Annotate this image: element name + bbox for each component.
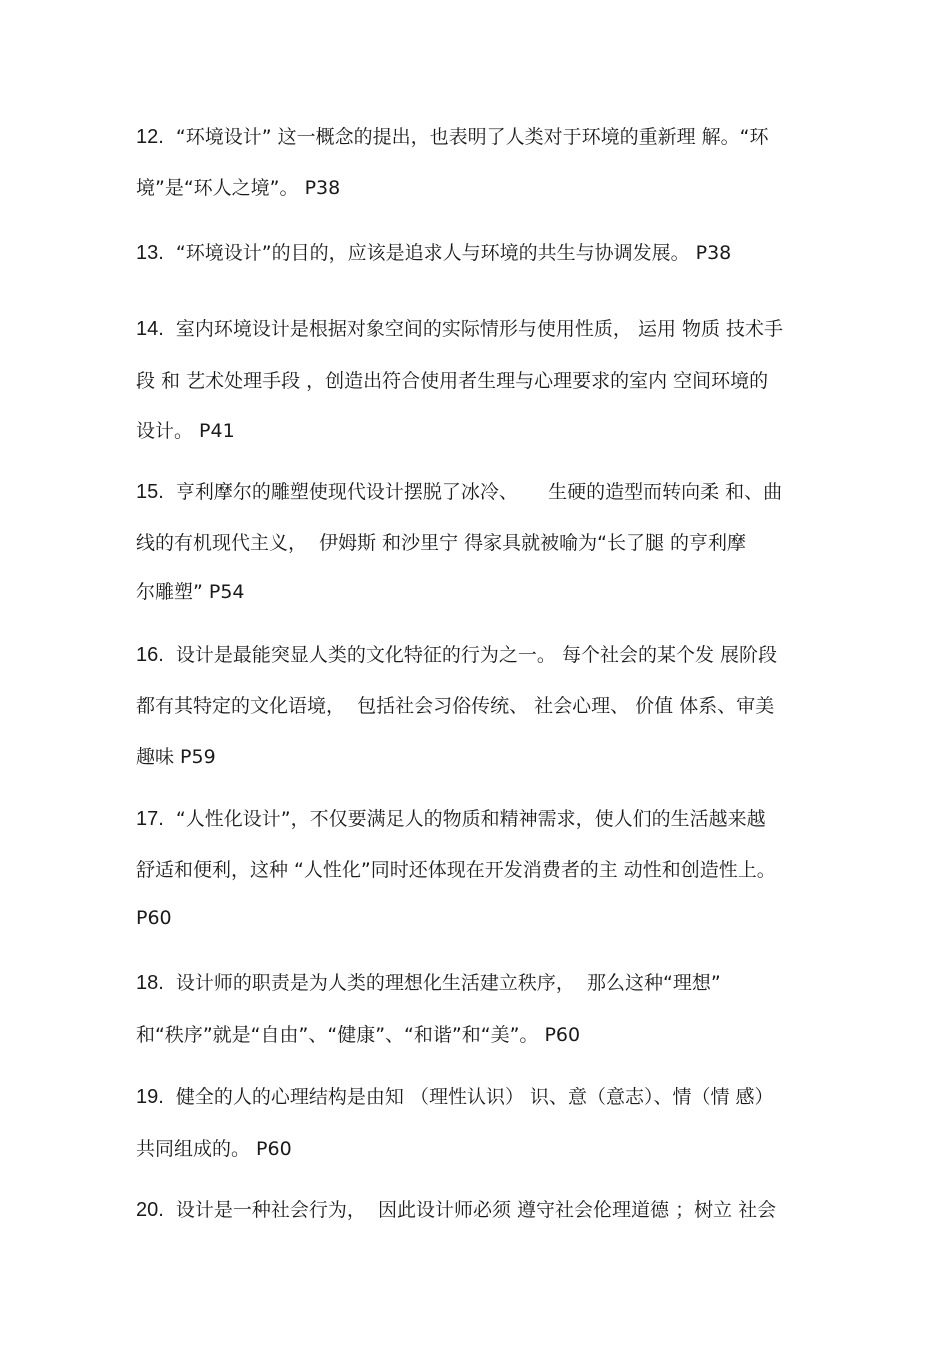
- item-19-line-1: [136, 1084, 826, 1110]
- item-17-line-3: [136, 905, 826, 931]
- item-15-text-2: 线的有机现代主义， 伊姆斯 和沙里宁 得家具就被喻为“长了腿 的亨利摩: [136, 532, 747, 554]
- item-16-text-1: 设计是最能突显人类的文化特征的行为之一。 每个社会的某个发 展阶段: [175, 644, 777, 666]
- item-17-line-1: [136, 806, 826, 832]
- item-20-text-1: 设计是一种社会行为， 因此设计师必须 遵守社会伦理道德 ；树立 社会: [175, 1199, 777, 1221]
- item-12-line-1: [136, 124, 826, 150]
- item-16-text-2: 都有其特定的文化语境， 包括社会习俗传统、 社会心理、 价值 体系、审美: [136, 695, 775, 717]
- item-12-text-1: “环境设计” 这一概念的提出，也表明了人类对于环境的重新理 解。“环: [175, 126, 769, 148]
- item-14-number: 14.: [136, 318, 164, 340]
- item-16-text-3: 趣味 P59: [136, 746, 216, 768]
- item-17-number: 17.: [136, 808, 164, 830]
- item-15-line-1: [136, 479, 826, 505]
- item-18-line-2: [136, 1022, 826, 1048]
- item-15-text-1: 亨利摩尔的雕塑使现代设计摆脱了冰冷、 生硬的造型而转向柔 和、曲: [175, 481, 783, 503]
- item-19-text-2: 共同组成的。 P60: [136, 1138, 292, 1160]
- item-14-line-3: [136, 418, 826, 444]
- item-17-text-1: “人性化设计”，不仅要满足人的物质和精神需求，使人们的生活越来越: [175, 808, 766, 830]
- item-16-line-3: [136, 744, 826, 770]
- item-14-text-1: 室内环境设计是根据对象空间的实际情形与使用性质， 运用 物质 技术手: [175, 318, 784, 340]
- item-16-line-1: [136, 642, 826, 668]
- item-13-text-1: “环境设计”的目的，应该是追求人与环境的共生与协调发展。 P38: [175, 242, 732, 264]
- item-17-text-2: 舒适和便利，这种 “人性化”同时还体现在开发消费者的主 动性和创造性上。: [136, 859, 776, 881]
- item-18-text-2: 和“秩序”就是“自由”、“健康”、“和谐”和“美”。 P60: [136, 1024, 581, 1046]
- item-14-text-2: 段 和 艺术处理手段 ，创造出符合使用者生理与心理要求的室内 空间环境的: [136, 370, 769, 392]
- item-16-number: 16.: [136, 644, 164, 666]
- item-13-line-1: [136, 240, 826, 266]
- item-19-text-1: 健全的人的心理结构是由知 （理性认识） 识、意（意志）、情（情 感）: [175, 1086, 774, 1108]
- item-19-line-2: [136, 1136, 826, 1162]
- item-14-line-2: [136, 368, 826, 394]
- item-14-line-1: [136, 316, 826, 342]
- item-19-number: 19.: [136, 1086, 164, 1108]
- item-16-line-2: [136, 693, 826, 719]
- item-18-line-1: [136, 970, 826, 996]
- item-17-text-3: P60: [136, 907, 172, 929]
- item-14-text-3: 设计。 P41: [136, 420, 235, 442]
- item-20-line-1: [136, 1197, 826, 1223]
- item-15-line-2: [136, 530, 826, 556]
- item-12-text-2: 境”是“环人之境”。 P38: [136, 177, 341, 199]
- item-20-number: 20.: [136, 1199, 164, 1221]
- item-13-number: 13.: [136, 242, 164, 264]
- item-15-number: 15.: [136, 481, 164, 503]
- item-18-text-1: 设计师的职责是为人类的理想化生活建立秩序， 那么这种“理想”: [175, 972, 721, 994]
- item-12-number: 12.: [136, 126, 164, 148]
- item-12-line-2: [136, 175, 826, 201]
- item-18-number: 18.: [136, 972, 164, 994]
- item-17-line-2: [136, 857, 826, 883]
- item-15-line-3: [136, 579, 826, 605]
- item-15-text-3: 尔雕塑” P54: [136, 581, 245, 603]
